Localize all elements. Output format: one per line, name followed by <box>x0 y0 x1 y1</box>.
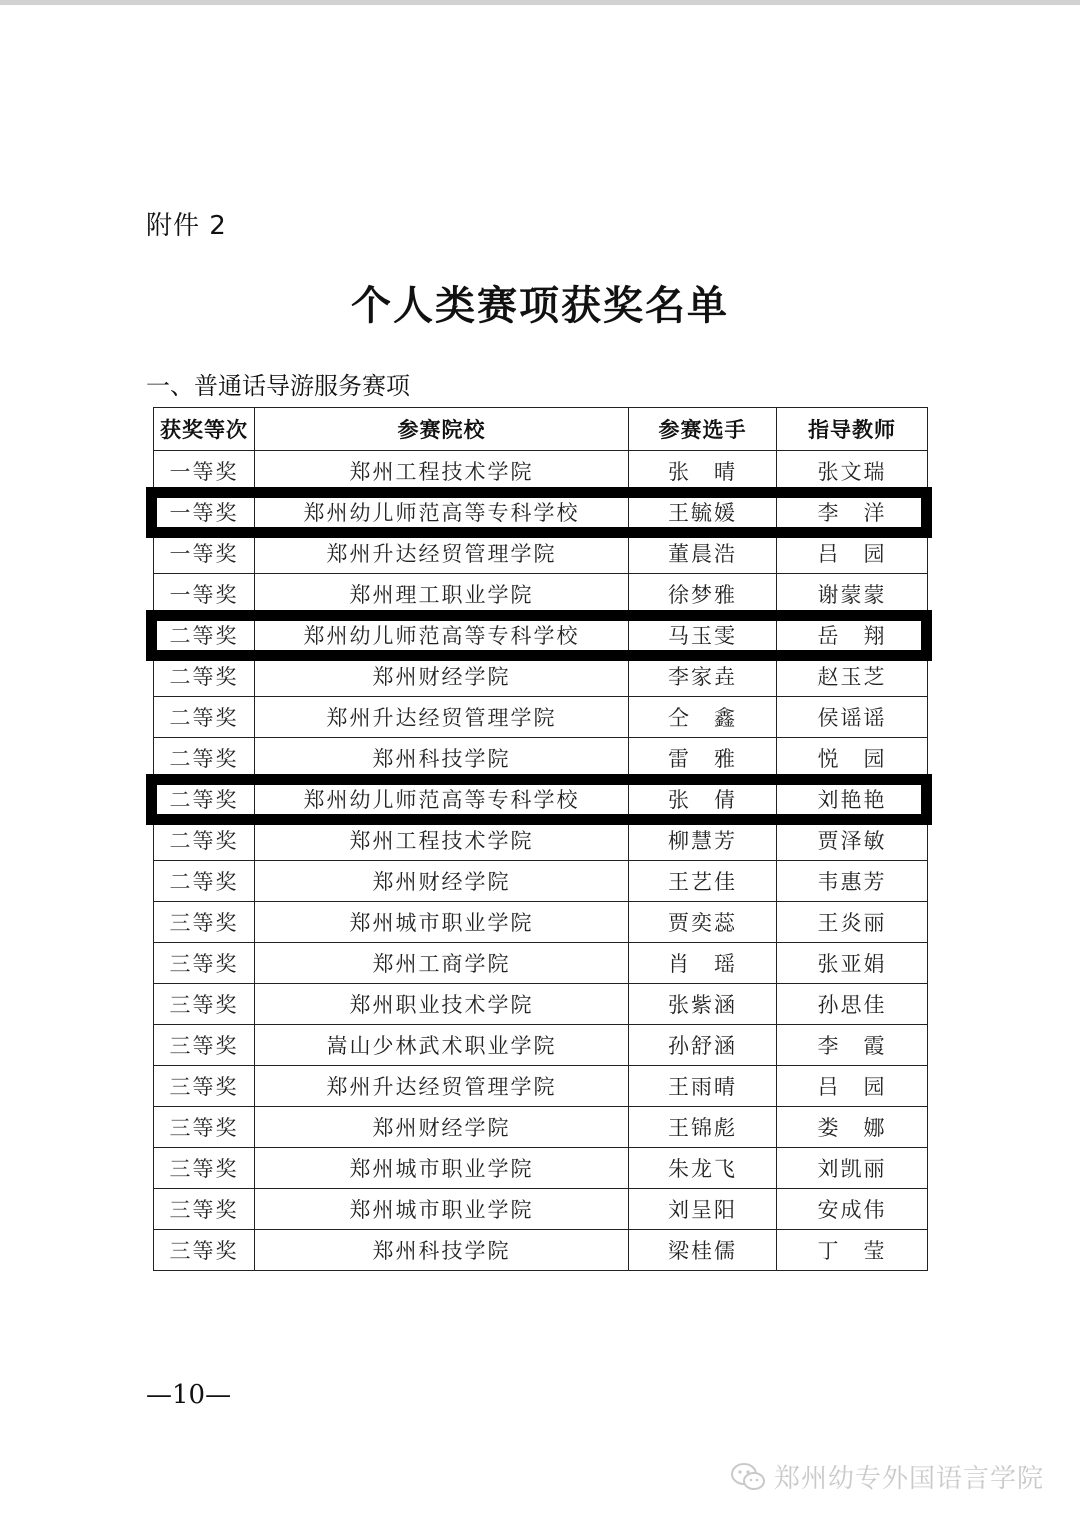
school-cell: 郑州升达经贸管理学院 <box>255 533 629 574</box>
contestant-cell: 柳慧芳 <box>629 820 777 861</box>
contestant-cell: 李家垚 <box>629 656 777 697</box>
school-cell: 郑州工商学院 <box>255 943 629 984</box>
instructor-cell: 韦惠芳 <box>777 861 928 902</box>
award-level-cell: 二等奖 <box>154 697 255 738</box>
table-row <box>154 984 928 1025</box>
table-row <box>154 1025 928 1066</box>
instructor-cell: 吕 园 <box>777 533 928 574</box>
contestant-cell: 仝 鑫 <box>629 697 777 738</box>
school-cell: 郑州升达经贸管理学院 <box>255 1066 629 1107</box>
school-cell: 郑州科技学院 <box>255 738 629 779</box>
award-level-cell: 一等奖 <box>154 492 255 533</box>
header-contestant: 参赛选手 <box>629 408 777 451</box>
contestant-cell: 孙舒涵 <box>629 1025 777 1066</box>
table-row <box>154 738 928 779</box>
table-row <box>154 656 928 697</box>
contestant-cell: 张 晴 <box>629 451 777 492</box>
instructor-cell: 刘凯丽 <box>777 1148 928 1189</box>
table-row <box>154 1066 928 1107</box>
instructor-cell: 侯谣谣 <box>777 697 928 738</box>
instructor-cell: 李 霞 <box>777 1025 928 1066</box>
instructor-cell: 安成伟 <box>777 1189 928 1230</box>
award-level-cell: 三等奖 <box>154 984 255 1025</box>
table-row <box>154 451 928 492</box>
school-cell: 郑州升达经贸管理学院 <box>255 697 629 738</box>
award-level-cell: 一等奖 <box>154 451 255 492</box>
watermark <box>730 1458 1044 1495</box>
awards-table <box>153 407 928 1271</box>
contestant-cell: 徐梦雅 <box>629 574 777 615</box>
school-cell: 郑州城市职业学院 <box>255 1189 629 1230</box>
section-heading: 一、普通话导游服务赛项 <box>146 372 410 400</box>
award-level-cell: 二等奖 <box>154 656 255 697</box>
award-level-cell: 二等奖 <box>154 779 255 820</box>
instructor-cell: 张亚娟 <box>777 943 928 984</box>
contestant-cell: 王雨晴 <box>629 1066 777 1107</box>
table-row <box>154 1148 928 1189</box>
contestant-cell: 肖 瑶 <box>629 943 777 984</box>
instructor-cell: 谢蒙蒙 <box>777 574 928 615</box>
instructor-cell: 刘艳艳 <box>777 779 928 820</box>
school-cell: 郑州工程技术学院 <box>255 451 629 492</box>
instructor-cell: 贾泽敏 <box>777 820 928 861</box>
table-row <box>154 1107 928 1148</box>
header-award-level: 获奖等次 <box>154 408 255 451</box>
award-level-cell: 三等奖 <box>154 943 255 984</box>
instructor-cell: 李 洋 <box>777 492 928 533</box>
instructor-cell: 丁 莹 <box>777 1230 928 1271</box>
school-cell: 嵩山少林武术职业学院 <box>255 1025 629 1066</box>
wechat-icon <box>730 1462 766 1492</box>
contestant-cell: 董晨浩 <box>629 533 777 574</box>
award-level-cell: 一等奖 <box>154 533 255 574</box>
contestant-cell: 贾奕蕊 <box>629 902 777 943</box>
top-border <box>0 0 1080 5</box>
contestant-cell: 刘呈阳 <box>629 1189 777 1230</box>
school-cell: 郑州科技学院 <box>255 1230 629 1271</box>
table-row <box>154 615 928 656</box>
table-header-row <box>154 408 928 451</box>
table-row <box>154 779 928 820</box>
award-level-cell: 一等奖 <box>154 574 255 615</box>
instructor-cell: 吕 园 <box>777 1066 928 1107</box>
contestant-cell: 雷 雅 <box>629 738 777 779</box>
award-level-cell: 二等奖 <box>154 738 255 779</box>
award-level-cell: 二等奖 <box>154 861 255 902</box>
table-row <box>154 1230 928 1271</box>
award-level-cell: 三等奖 <box>154 1107 255 1148</box>
instructor-cell: 岳 翔 <box>777 615 928 656</box>
award-level-cell: 三等奖 <box>154 1230 255 1271</box>
contestant-cell: 王毓媛 <box>629 492 777 533</box>
school-cell: 郑州财经学院 <box>255 861 629 902</box>
award-level-cell: 二等奖 <box>154 615 255 656</box>
instructor-cell: 张文瑞 <box>777 451 928 492</box>
instructor-cell: 王炎丽 <box>777 902 928 943</box>
table-row <box>154 902 928 943</box>
contestant-cell: 朱龙飞 <box>629 1148 777 1189</box>
school-cell: 郑州幼儿师范高等专科学校 <box>255 492 629 533</box>
school-cell: 郑州财经学院 <box>255 656 629 697</box>
watermark-text: 郑州幼专外国语言学院 <box>774 1464 1045 1494</box>
award-level-cell: 三等奖 <box>154 1148 255 1189</box>
contestant-cell: 梁桂儒 <box>629 1230 777 1271</box>
instructor-cell: 娄 娜 <box>777 1107 928 1148</box>
contestant-cell: 张紫涵 <box>629 984 777 1025</box>
contestant-cell: 王锦彪 <box>629 1107 777 1148</box>
award-level-cell: 三等奖 <box>154 1066 255 1107</box>
page-number: —10— <box>146 1380 232 1410</box>
school-cell: 郑州城市职业学院 <box>255 902 629 943</box>
table-row <box>154 820 928 861</box>
table-row <box>154 533 928 574</box>
award-level-cell: 二等奖 <box>154 820 255 861</box>
header-instructor: 指导教师 <box>777 408 928 451</box>
table-row <box>154 697 928 738</box>
page-title: 个人类赛项获奖名单 <box>351 282 729 329</box>
school-cell: 郑州职业技术学院 <box>255 984 629 1025</box>
contestant-cell: 张 倩 <box>629 779 777 820</box>
instructor-cell: 赵玉芝 <box>777 656 928 697</box>
award-level-cell: 三等奖 <box>154 902 255 943</box>
school-cell: 郑州理工职业学院 <box>255 574 629 615</box>
instructor-cell: 悦 园 <box>777 738 928 779</box>
table-row <box>154 574 928 615</box>
award-level-cell: 三等奖 <box>154 1189 255 1230</box>
attachment-label: 附件 2 <box>146 211 227 241</box>
school-cell: 郑州城市职业学院 <box>255 1148 629 1189</box>
table-row <box>154 943 928 984</box>
school-cell: 郑州工程技术学院 <box>255 820 629 861</box>
table-row <box>154 492 928 533</box>
table-row <box>154 1189 928 1230</box>
school-cell: 郑州财经学院 <box>255 1107 629 1148</box>
contestant-cell: 马玉雯 <box>629 615 777 656</box>
header-school: 参赛院校 <box>255 408 629 451</box>
school-cell: 郑州幼儿师范高等专科学校 <box>255 779 629 820</box>
school-cell: 郑州幼儿师范高等专科学校 <box>255 615 629 656</box>
award-level-cell: 三等奖 <box>154 1025 255 1066</box>
table-row <box>154 861 928 902</box>
contestant-cell: 王艺佳 <box>629 861 777 902</box>
instructor-cell: 孙思佳 <box>777 984 928 1025</box>
